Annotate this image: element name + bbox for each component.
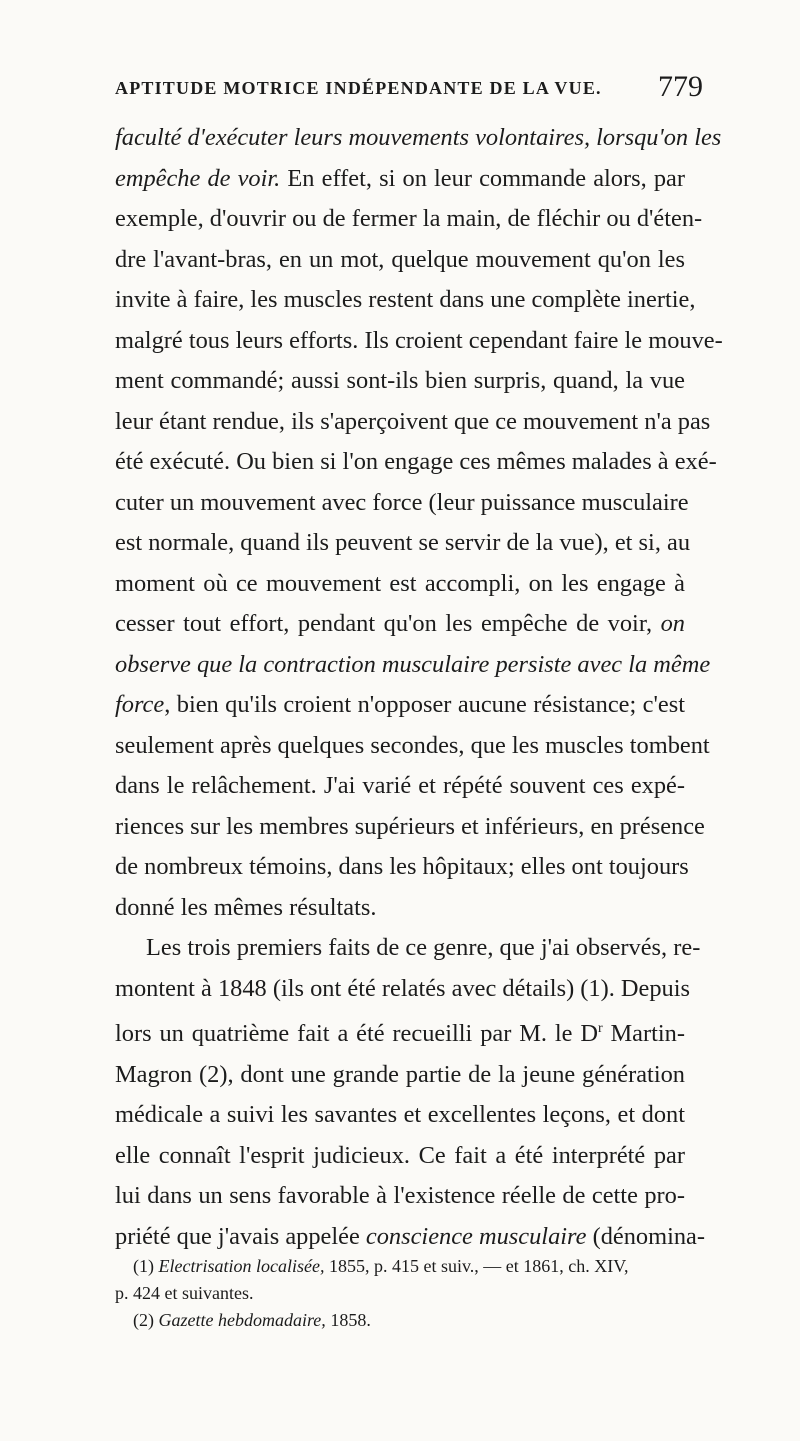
italic-text: empêche de voir. bbox=[115, 164, 281, 192]
text-line: cesser tout effort, pendant qu'on les empêche de voir, on bbox=[115, 610, 685, 637]
text-line bbox=[115, 118, 722, 159]
text-line: priété que j'avais appelée conscience musculaire (dénomina- bbox=[115, 1222, 705, 1250]
text-line: seulement après quelques secondes, que les muscles tombent bbox=[115, 731, 710, 759]
body-text bbox=[115, 118, 723, 1257]
footnotes bbox=[115, 1253, 685, 1334]
italic-text: force bbox=[115, 691, 165, 718]
text-line: été exécuté. Ou bien si l'on engage ces mêmes malades à exé- bbox=[115, 448, 717, 475]
text-line: riences sur les membres supérieurs et inférieurs, en présence bbox=[115, 812, 705, 840]
text-line: Magron (2), dont une grande partie de la jeune génération bbox=[115, 1060, 685, 1088]
paragraph-1 bbox=[115, 118, 723, 928]
superscript: r bbox=[597, 1021, 603, 1036]
text-line: invite à faire, les muscles restent dans une complète inertie, bbox=[115, 286, 696, 313]
text-line: de nombreux témoins, dans les hôpitaux; elles ont toujours bbox=[115, 853, 689, 880]
text-line: Les trois premiers faits de ce genre, que j'ai observés, re- bbox=[146, 934, 701, 961]
text-line: exemple, d'ouvrir ou de fermer la main, de fléchir ou d'éten- bbox=[115, 205, 703, 232]
text-line: dans le relâchement. J'ai varié et répété souvent ces expé- bbox=[115, 772, 685, 799]
text-line: cuter un mouvement avec force (leur puissance musculaire bbox=[115, 488, 689, 516]
footnote-2-title: Gazette hebdomadaire, bbox=[158, 1310, 326, 1330]
footnote-1-text: 1855, p. 415 et suiv., — et 1861, ch. XIV, bbox=[324, 1256, 629, 1276]
italic-text: faculté d'exécuter leurs mouvements volontaires, lorsqu'on les bbox=[115, 124, 722, 151]
text-line bbox=[115, 645, 711, 686]
text-line: lui dans un sens favorable à l'existence réelle de cette pro- bbox=[115, 1182, 685, 1210]
text-line: elle connaît l'esprit judicieux. Ce fait a été interprété par bbox=[115, 1141, 685, 1169]
footnote-1-title: Electrisation localisée, bbox=[158, 1256, 325, 1276]
running-title: APTITUDE MOTRICE INDÉPENDANTE DE LA VUE. bbox=[115, 78, 602, 98]
text-line: lors un quatrième fait a été recueilli par M. le $D^r$ Martin- bbox=[115, 1020, 685, 1048]
text-line: force, bien qu'ils croient n'opposer aucune résistance; c'est bbox=[115, 691, 685, 718]
italic-text: conscience musculaire bbox=[365, 1222, 587, 1250]
footnote-2 bbox=[115, 1307, 685, 1334]
text-line: dre l'avant-bras, en un mot, quelque mouvement qu'on les bbox=[115, 245, 685, 273]
footnote-2-marker: (2) bbox=[133, 1310, 154, 1330]
paragraph-2 bbox=[115, 928, 705, 1257]
italic-text: on bbox=[660, 610, 685, 637]
text-line: leur étant rendue, ils s'aperçoivent que ce mouvement n'a pas bbox=[115, 407, 711, 435]
running-header bbox=[115, 70, 703, 103]
text-line: est normale, quand ils peuvent se servir de la vue), et si, au bbox=[115, 529, 691, 556]
footnote-2-text: 1858. bbox=[325, 1310, 371, 1330]
text-line: ment commandé; aussi sont-ils bien surpris, quand, la vue bbox=[115, 367, 685, 394]
footnote-1 bbox=[115, 1253, 685, 1280]
text-line: moment où ce mouvement est accompli, on les engage à bbox=[115, 569, 685, 597]
italic-text: observe que la contraction musculaire persiste avec la même bbox=[115, 650, 711, 678]
footnote-1-marker: (1) bbox=[133, 1256, 154, 1276]
text-line: donné les mêmes résultats. bbox=[115, 893, 377, 921]
page-number: 779 bbox=[658, 70, 703, 103]
text-line: empêche de voir. En effet, si on leur commande alors, par bbox=[115, 164, 685, 192]
footnote-1-continuation: p. 424 et suivantes. bbox=[115, 1283, 254, 1303]
text-line: malgré tous leurs efforts. Ils croient cependant faire le mouve- bbox=[115, 326, 723, 354]
text-line: médicale a suivi les savantes et excellentes leçons, et dont bbox=[115, 1101, 685, 1129]
text-line: montent à 1848 (ils ont été relatés avec détails) (1). Depuis bbox=[115, 974, 691, 1002]
